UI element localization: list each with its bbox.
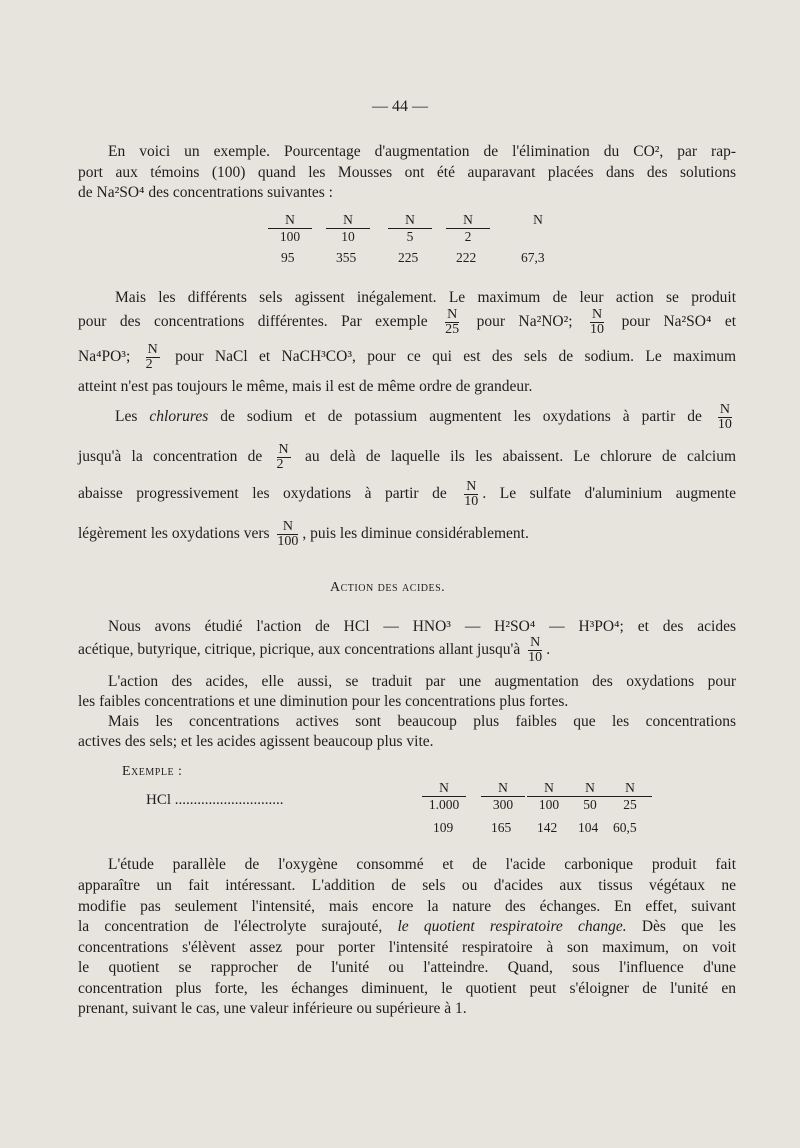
section-heading-acides: Action des acides.: [330, 580, 446, 595]
paragraph-acides-line-1: Nous avons étudié l'action de HCl — HNO³ — H²SO⁴ — H³PO⁴; et des acides: [108, 618, 736, 635]
paragraph-etude-line-1: L'étude parallèle de l'oxygène consommé et de l'acide carbonique produit fait: [108, 856, 736, 873]
paragraph-action-line-2: les faibles concentrations et une diminution pour les concentrations plus fortes.: [78, 693, 569, 710]
table2-value: 60,5: [613, 820, 637, 835]
table1-value: 355: [336, 250, 357, 265]
emphasis-chlorures: chlorures: [149, 408, 209, 426]
fraction: $\frac{N}{2}$: [276, 442, 289, 472]
paragraph-salts-line-2: pour des concentrations différentes. Par exemple $\frac{N}{25}$ pour Na²NO²; $\frac{N}{10}$ pour Na²SO⁴ et: [78, 307, 737, 337]
fraction: $\frac{N}{10}$: [590, 307, 605, 337]
paragraph-etude-line-8: prenant, suivant le cas, une valeur inférieure ou supérieure à 1.: [78, 1000, 467, 1017]
paragraph-salts-line-1: Mais les différents sels agissent inégalement. Le maximum de leur action se produit: [115, 289, 736, 306]
paragraph-chlorures-line-3: abaisse progressivement les oxydations à partir de $\frac{N}{10}$ . Le sulfate d'aluminium augmente: [78, 479, 736, 509]
table2-header: N 300: [481, 780, 525, 813]
paragraph-etude-line-6: le quotient se rapprocher de l'unité ou l'atteindre. Quand, sous l'influence d'une: [78, 959, 736, 976]
paragraph-etude-line-2: apparaître un fait intéressant. L'addition de sels ou d'acides aux tissus végétaux ne: [78, 877, 736, 894]
table1-header: N 5: [388, 212, 432, 245]
paragraph-intro-line-3: de Na²SO⁴ des concentrations suivantes :: [78, 184, 333, 201]
fraction: $\frac{N}{10}$: [528, 635, 543, 665]
paragraph-acides-line-2: acétique, butyrique, citrique, picrique, aux concentrations allant jusqu'à $\frac{N}{10}$ .: [78, 635, 551, 665]
fraction: $\frac{N}{10}$: [717, 402, 732, 432]
paragraph-etude-line-3: modifie pas seulement l'intensité, mais encore la nature des échanges. En effet, suivant: [78, 898, 736, 915]
table2-header: N 100: [527, 780, 571, 813]
paragraph-intro-line-2: port aux témoins (100) quand les Mousses ont été auparavant placées dans des solutions: [78, 164, 736, 181]
fraction: $\frac{N}{25}$: [445, 307, 460, 337]
paragraph-chlorures-line-2: jusqu'à la concentration de $\frac{N}{2}$ au delà de laquelle ils les abaissent. Le chlorure de calcium: [78, 442, 737, 472]
paragraph-etude-line-7: concentration plus forte, les échanges diminuent, le quotient peut s'éloigner de l'unité en: [78, 980, 736, 997]
paragraph-intro-line-1: En voici un exemple. Pourcentage d'augmentation de l'élimination du CO², par rap-: [108, 143, 737, 160]
fraction: $\frac{N}{100}$: [277, 519, 299, 549]
table1-header: N 10: [326, 212, 370, 245]
table2-header: N 1.000: [422, 780, 466, 813]
fraction: $\frac{N}{10}$: [464, 479, 479, 509]
table1-header: N: [533, 212, 543, 227]
table2-value: 109: [433, 820, 454, 835]
table2-row-label: HCl .............................: [146, 792, 284, 808]
table2-value: 142: [537, 820, 558, 835]
table1-header: N 2: [446, 212, 490, 245]
table1-value: 67,3: [521, 250, 545, 265]
paragraph-concentrations-line-1: Mais les concentrations actives sont beaucoup plus faibles que les concentrations: [108, 713, 736, 730]
table2-header: N 25: [608, 780, 652, 813]
fraction: $\frac{N}{2}$: [145, 342, 158, 372]
table2-value: 104: [578, 820, 599, 835]
paragraph-salts-line-4: atteint n'est pas toujours le même, mais il est de même ordre de grandeur.: [78, 378, 533, 395]
paragraph-chlorures-line-4: légèrement les oxydations vers $\frac{N}{100}$ , puis les diminue considérablement.: [78, 519, 529, 549]
table2-value: 165: [491, 820, 512, 835]
emphasis-quotient: le quotient respiratoire change.: [397, 918, 627, 935]
paragraph-etude-line-4: la concentration de l'électrolyte surajouté, le quotient respiratoire change. Dès que les: [78, 918, 736, 935]
paragraph-action-line-1: L'action des acides, elle aussi, se traduit par une augmentation des oxydations pour: [108, 673, 736, 690]
page-number: — 44 —: [372, 98, 428, 115]
table1-value: 95: [281, 250, 295, 265]
paragraph-concentrations-line-2: actives des sels; et les acides agissent beaucoup plus vite.: [78, 733, 434, 750]
example-heading: Exemple :: [122, 764, 183, 779]
table2-header: N 50: [568, 780, 612, 813]
table1-value: 225: [398, 250, 419, 265]
paragraph-chlorures-line-1: Les chlorures de sodium et de potassium augmentent les oxydations à partir de $\frac{N}{10}$: [115, 402, 732, 432]
table1-header: N 100: [268, 212, 312, 245]
table1-value: 222: [456, 250, 477, 265]
paragraph-salts-line-3: Na⁴PO³; $\frac{N}{2}$ pour NaCl et NaCH³CO³, pour ce qui est des sels de sodium. Le maximum: [78, 342, 736, 372]
paragraph-etude-line-5: concentrations s'élèvent assez pour porter l'intensité respiratoire à son maximum, on voit: [78, 939, 736, 956]
